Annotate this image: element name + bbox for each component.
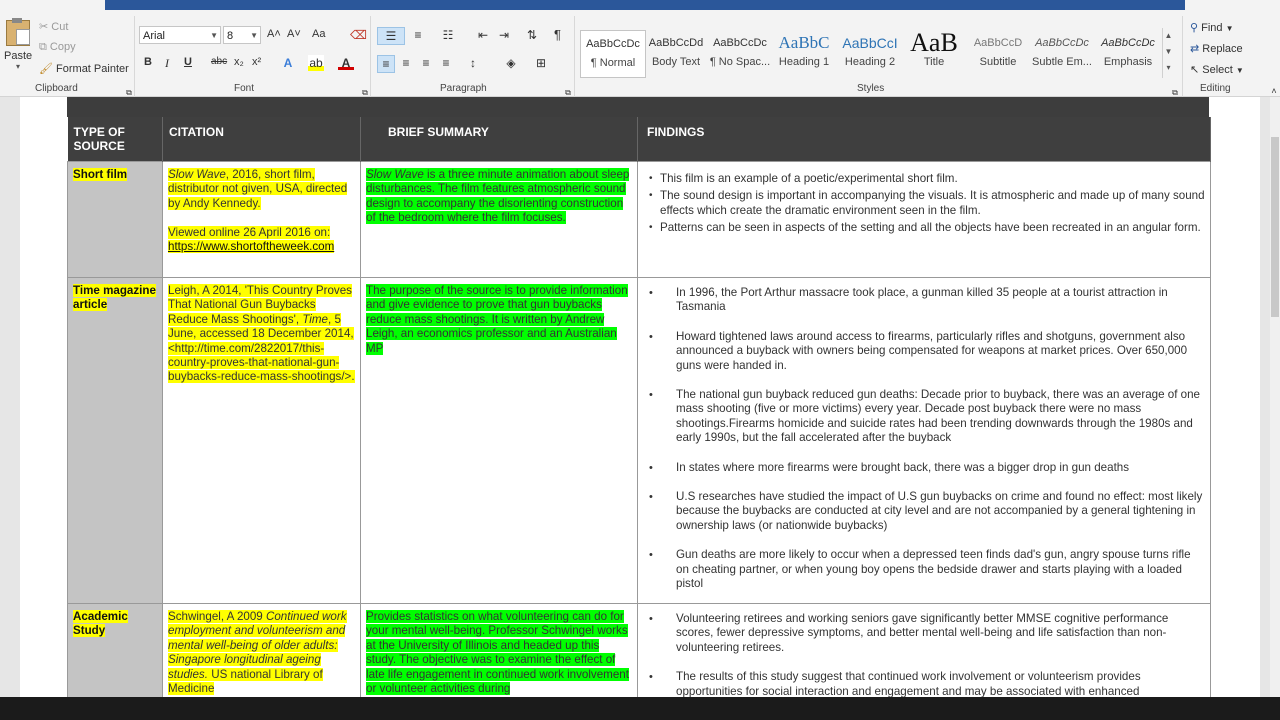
document-page[interactable] (20, 97, 1260, 697)
paste-icon (6, 20, 30, 46)
table-header-row (68, 117, 1211, 162)
group-divider (134, 16, 135, 98)
borders-icon[interactable]: ⊞ (535, 56, 547, 70)
citation-cell[interactable]: Schwingel, A 2009 Continued work employment and volunteerism and mental well-being of older adults: Singapore longitudinal ageing studies. US national Library of Medicine (163, 604, 361, 698)
paste-button[interactable] (4, 18, 32, 78)
search-icon: ⚲ (1190, 22, 1199, 34)
italic-button[interactable]: I (165, 56, 169, 70)
styles-scroll[interactable] (1162, 28, 1174, 78)
findings-cell[interactable] (638, 162, 1211, 278)
style-subtle-emphasis[interactable]: AaBbCcDc Subtle Em... (1032, 37, 1092, 68)
collapse-ribbon-icon[interactable]: ˄ (1271, 86, 1277, 96)
list-item: • In 1996, the Port Arthur massacre took place, a gunman killed 35 people at a tourist attraction in Tasmania (676, 286, 1205, 315)
decrease-indent-icon[interactable]: ⇤ (477, 28, 489, 42)
source-link[interactable]: https://www.shortoftheweek.com (168, 240, 335, 254)
numbering-icon[interactable]: ≡ (414, 28, 422, 42)
table-row[interactable] (68, 278, 1211, 604)
style-heading-2[interactable]: AaBbCcI Heading 2 (842, 35, 898, 68)
align-center-icon[interactable]: ≡ (402, 56, 410, 70)
findings-cell[interactable] (638, 604, 1211, 698)
styles-launcher-icon[interactable]: ⧉ (1172, 88, 1178, 97)
align-left-icon[interactable]: ≡ (377, 55, 395, 73)
style-no-spacing[interactable]: AaBbCcDc ¶ No Spac... (709, 37, 771, 68)
font-color-icon[interactable]: A (338, 55, 354, 70)
clipboard-launcher-icon[interactable]: ⧉ (126, 88, 132, 97)
increase-indent-icon[interactable]: ⇥ (498, 28, 510, 42)
list-item: • This film is an example of a poetic/experimental short film. (660, 172, 1205, 186)
align-right-icon[interactable]: ≡ (422, 56, 430, 70)
clear-formatting-icon[interactable]: ⌫ (350, 28, 367, 42)
paste-chevron-icon: ▾ (15, 62, 20, 71)
highlight-color-icon[interactable]: ab (309, 56, 323, 70)
group-divider (1182, 16, 1183, 98)
multilevel-list-icon[interactable]: ☷ (442, 28, 454, 42)
citation-cell[interactable]: Slow Wave, 2016, short film, distributor not given, USA, directed by Andy Kennedy. Viewed online 26 April 2016 on: https://www.shortoftheweek.com (163, 162, 361, 278)
summary-cell[interactable]: The purpose of the source is to provide information and give evidence to prove that gun buybacks reduce mass shootings. It is written by Andrew Leigh, an economics professor and an Australian MP (361, 278, 638, 604)
header-type: TYPE OF SOURCE (68, 117, 163, 162)
style-emphasis[interactable]: AaBbCcDc Emphasis (1101, 37, 1155, 68)
list-item: • Howard tightened laws around access to firearms, particularly rifles and shotguns, government also announced a buyback with owners being compensated for weapons at market prices. Over 650,000 guns were handed in. (676, 330, 1205, 373)
findings-cell[interactable] (638, 278, 1211, 604)
sources-table[interactable] (67, 117, 1211, 697)
superscript-button[interactable]: x² (252, 56, 262, 68)
vertical-scrollbar[interactable] (1270, 97, 1280, 697)
style-normal[interactable]: AaBbCcDc ¶ Normal (580, 30, 646, 78)
replace-icon: ⇄ (1190, 43, 1200, 55)
select-button[interactable]: ↖ Select ▼ (1190, 64, 1244, 76)
paintbrush-icon: 🖌 (39, 63, 53, 75)
type-cell[interactable]: Short film (68, 162, 163, 278)
cut-button[interactable]: ✂ Cut (39, 21, 69, 33)
summary-cell[interactable]: Provides statistics on what volunteering can do for your mental well-being. Professor Schwingel works at the University of Illinois and headed up this study. The objective was to examine the effect of late life engagement in continued work involvement or volunteer activities during (361, 604, 638, 698)
list-item: • The sound design is important in accompanying the visuals. It is atmospheric and made up of many sound effects which create the dramatic environment seen in the film. (660, 189, 1205, 218)
underline-button[interactable]: U (184, 56, 192, 68)
header-findings: FINDINGS (638, 117, 1211, 162)
list-item: • Volunteering retirees and working seniors gave significantly better MMSE cognitive performance scores, fewer depressive symptoms, and better mental well-being and life satisfaction than non-volunteering retirees. (676, 612, 1205, 655)
list-item: • In states where more firearms were brought back, there was a bigger drop in gun deaths (676, 461, 1205, 475)
shrink-font-button[interactable]: A˅ (287, 28, 301, 40)
list-item: • Patterns can be seen in aspects of the setting and all the objects have been recreated in an angular form. (660, 221, 1205, 235)
styles-more-icon[interactable]: ▾ (1166, 63, 1171, 72)
style-title[interactable]: AaB Title (910, 30, 958, 68)
table-row[interactable] (68, 162, 1211, 278)
chevron-down-icon: ▼ (1235, 66, 1244, 75)
list-item: • The national gun buyback reduced gun deaths: Decade prior to buyback, there was an average of one mass shooting (five or more victims) every year. Decade post buyback there were no mass shootings.Firearms homicide and suicide rates had been trending downwards through the 1980s and early 1990s, but the fall accelerated after the buyback (676, 388, 1205, 446)
paragraph-launcher-icon[interactable]: ⧉ (565, 88, 571, 97)
scissors-icon: ✂ (39, 21, 49, 33)
editing-group-label: Editing (1200, 83, 1231, 94)
format-painter-button[interactable]: 🖌 Format Painter (39, 63, 129, 75)
style-heading-1[interactable]: AaBbC Heading 1 (778, 33, 830, 68)
scroll-up-icon[interactable]: ▲ (1164, 31, 1173, 40)
clipboard-group-label: Clipboard (35, 83, 78, 94)
sort-icon[interactable]: ⇅ (526, 28, 538, 42)
paste-label: Paste (4, 50, 33, 62)
font-launcher-icon[interactable]: ⧉ (362, 88, 368, 97)
citation-cell[interactable]: Leigh, A 2014, 'This Country Proves That National Gun Buybacks Reduce Mass Shootings', Time, 5 June, accessed 18 December 2014, <http://time.com/2822017/this-country-proves-that-national-gun-buybacks-reduce-mass-shootings/>. (163, 278, 361, 604)
text-effects-icon[interactable]: A (283, 56, 293, 70)
shading-icon[interactable]: ◈ (506, 56, 516, 70)
scrollbar-thumb[interactable] (1271, 137, 1279, 317)
scroll-down-icon[interactable]: ▼ (1164, 47, 1173, 56)
copy-button[interactable]: ⧉ Copy (39, 41, 76, 53)
list-item: • U.S researches have studied the impact of U.S gun buybacks on crime and found no effect: most likely because the buybacks are conducted at city level and are not accompanied by a general tightening in ownership laws (or nationwide buybacks) (676, 490, 1205, 533)
group-divider (574, 16, 575, 98)
strikethrough-button[interactable]: abc (211, 56, 228, 67)
table-top-band (67, 97, 1209, 117)
style-subtitle[interactable]: AaBbCcD Subtitle (973, 37, 1023, 68)
cursor-icon: ↖ (1190, 64, 1200, 76)
font-group-label: Font (234, 83, 255, 94)
type-cell[interactable]: Academic Study (68, 604, 163, 698)
bold-button[interactable]: B (144, 56, 152, 68)
bullets-icon[interactable]: ☰ (377, 27, 405, 45)
style-body-text[interactable]: AaBbCcDd Body Text (648, 37, 704, 68)
justify-icon[interactable]: ≡ (442, 56, 450, 70)
change-case-button[interactable]: Aa (312, 28, 326, 40)
chevron-down-icon: ▼ (1225, 24, 1234, 33)
copy-icon: ⧉ (39, 41, 47, 53)
grow-font-button[interactable]: A˄ (267, 28, 281, 40)
header-citation: CITATION (163, 117, 361, 162)
font-size-select[interactable]: 8 ▼ (223, 26, 261, 44)
status-bar (0, 697, 1280, 720)
line-spacing-icon[interactable]: ↕ (470, 56, 476, 70)
type-cell[interactable]: Time magazine article (68, 278, 163, 604)
group-divider (370, 16, 371, 98)
chevron-down-icon: ▼ (210, 31, 218, 40)
find-button[interactable]: ⚲ Find ▼ (1190, 22, 1234, 34)
paragraph-group-label: Paragraph (440, 83, 487, 94)
summary-cell[interactable]: Slow Wave is a three minute animation about sleep disturbances. The film features atmospheric sound design to accompany the disorienting construction of the bedroom where the film focuses. (361, 162, 638, 278)
table-row[interactable] (68, 604, 1211, 698)
list-item: • The results of this study suggest that continued work involvement or volunteerism provides opportunities for social interaction and engagement and may be associated with enhanced (676, 670, 1205, 697)
replace-button[interactable]: ⇄ Replace (1190, 43, 1243, 55)
styles-group-label: Styles (857, 83, 885, 94)
list-item: • Gun deaths are more likely to occur when a depressed teen finds dad's gun, angry spouse turns rifle on cheating partner, or when young boy opens the bedside drawer and starts playing with a loaded pistol (676, 548, 1205, 591)
document-area (0, 97, 1280, 697)
font-family-select[interactable]: Arial ▼ (139, 26, 221, 44)
show-formatting-button[interactable]: ¶ (554, 27, 561, 42)
chevron-down-icon: ▼ (250, 31, 258, 40)
header-summary: BRIEF SUMMARY (361, 117, 638, 162)
ribbon (0, 10, 1280, 97)
subscript-button[interactable]: x₂ (234, 56, 244, 68)
